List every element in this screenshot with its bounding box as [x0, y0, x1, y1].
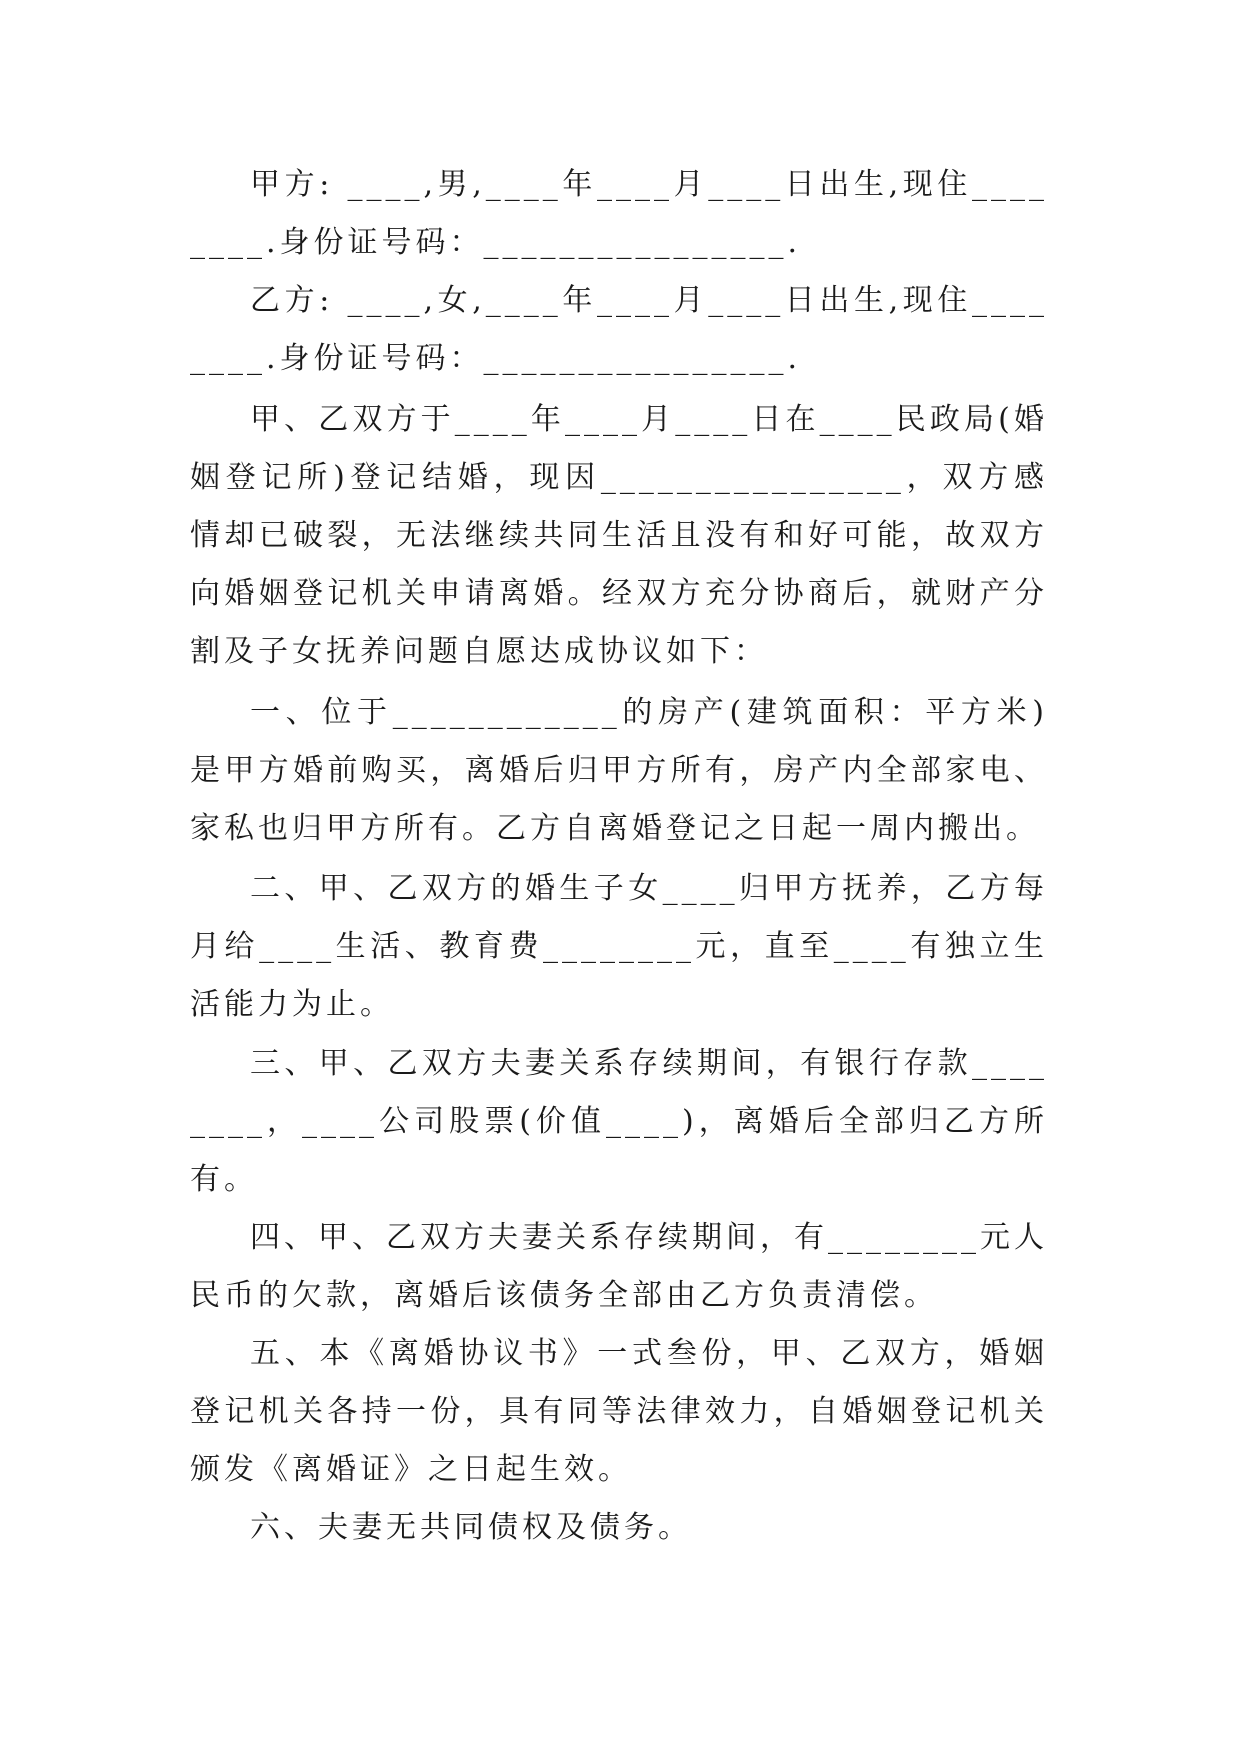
clause-4-text: 四、甲、乙双方夫妻关系存续期间，有________元人民币的欠款，离婚后该债务全部由乙方负责清偿。	[190, 1220, 1048, 1313]
party-b-info	[190, 272, 1048, 388]
party-a-info	[190, 156, 1048, 272]
clause-3	[190, 1035, 1048, 1209]
clause-1	[190, 684, 1048, 858]
clause-6-text: 六、夫妻无共同债权及债务。	[250, 1510, 692, 1545]
party-b-paragraph: 乙方: ____,女,____年____月____日出生,现住________.身份证号码：________________.	[190, 283, 1048, 376]
intro-paragraph: 甲、乙双方于____年____月____日在____民政局(婚姻登记所)登记结婚，现因________________，双方感情却已破裂，无法继续共同生活且没有和好可能，故双方向婚姻登记机关申请离婚。经双方充分协商后，就财产分割及子女抚养问题自愿达成协议如下：	[190, 402, 1048, 669]
clause-2	[190, 860, 1048, 1034]
party-a-paragraph: 甲方: ____,男,____年____月____日出生,现住________.身份证号码：________________.	[190, 167, 1048, 260]
clause-2-text: 二、甲、乙双方的婚生子女____归甲方抚养，乙方每月给____生活、教育费________元，直至____有独立生活能力为止。	[190, 871, 1048, 1022]
clause-5-text: 五、本《离婚协议书》一式叁份，甲、乙双方，婚姻登记机关各持一份，具有同等法律效力，自婚姻登记机关颁发《离婚证》之日起生效。	[190, 1336, 1048, 1487]
clause-5	[190, 1325, 1048, 1499]
clause-4	[190, 1209, 1048, 1325]
clause-6	[190, 1499, 1048, 1557]
intro-section	[190, 391, 1048, 681]
clause-3-text: 三、甲、乙双方夫妻关系存续期间，有银行存款________，____公司股票(价值____)，离婚后全部归乙方所有。	[190, 1046, 1048, 1197]
clause-1-text: 一、位于____________的房产(建筑面积：平方米)是甲方婚前购买，离婚后归甲方所有，房产内全部家电、家私也归甲方所有。乙方自离婚登记之日起一周内搬出。	[190, 695, 1048, 846]
